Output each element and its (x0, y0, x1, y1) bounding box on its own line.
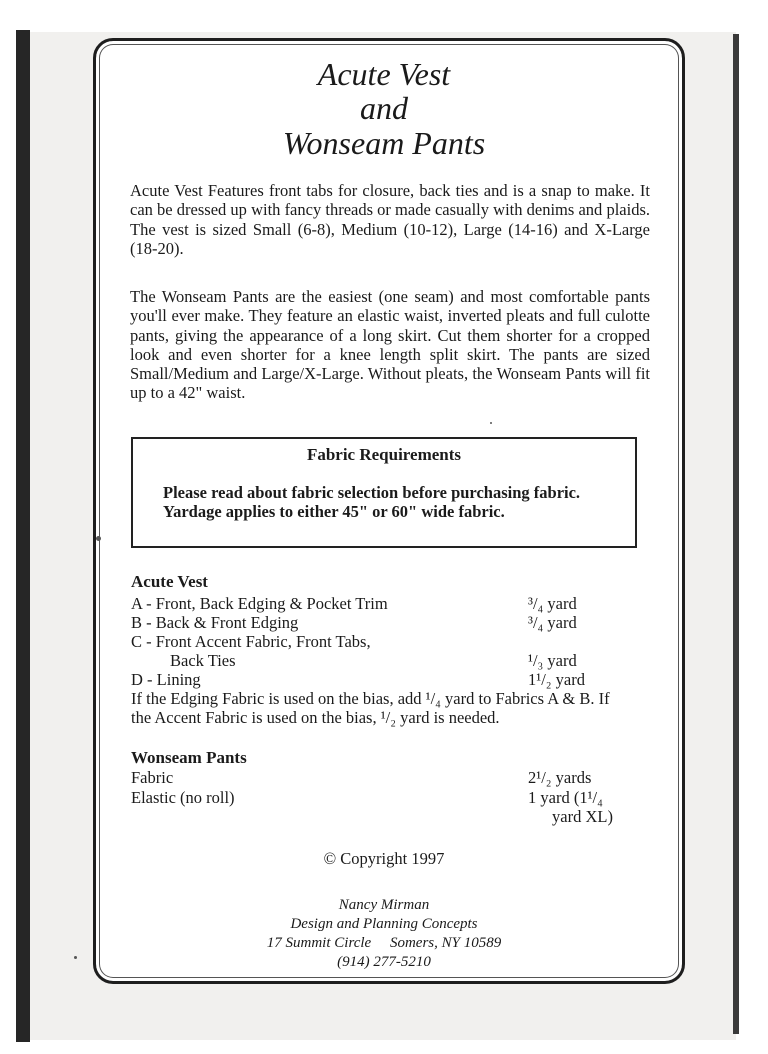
credit-phone: (914) 277-5210 (337, 954, 431, 970)
credit-address: 17 Summit Circle Somers, NY 10589 (266, 935, 502, 951)
vest-item-c-label: C - Front Accent Fabric, Front Tabs, (131, 632, 371, 651)
vest-item-b-qty: ³/₄ yard (528, 613, 577, 632)
pants-elastic-qty: 1 yard (1¹/₄ (528, 788, 603, 807)
fabric-requirements-note: Please read about fabric selection before purchasing fabric. Yardage applies to either 45" or 60" wide fabric. (163, 483, 581, 521)
credit-company: Design and Planning Concepts (290, 916, 478, 932)
vest-item-a-qty: ³/₄ yard (528, 594, 577, 613)
fabric-requirements-box (131, 437, 637, 548)
scan-speck (74, 956, 77, 959)
title-line-1: Acute Vest (317, 56, 451, 92)
vest-item-d-qty: 1¹/₂ yard (528, 670, 585, 689)
copyright: © Copyright 1997 (323, 849, 445, 868)
scan-edge-right (733, 34, 739, 1034)
vest-item-a-label: A - Front, Back Edging & Pocket Trim (131, 594, 388, 613)
scan-speck (96, 536, 101, 541)
vest-description: Acute Vest Features front tabs for closure, back ties and is a snap to make. It can be dressed up with fancy threads or made casually with denims and plaids. The vest is sized Small (6-8), Medium (10-12), Large (14-16) and X-Large (18-20). (130, 181, 650, 258)
title-line-3: Wonseam Pants (282, 125, 486, 161)
scan-edge-left (16, 30, 30, 1042)
vest-item-b-label: B - Back & Front Edging (131, 613, 299, 632)
wonseam-pants-heading: Wonseam Pants (131, 748, 247, 767)
pants-elastic-qty-cont: yard XL) (552, 807, 613, 826)
acute-vest-heading: Acute Vest (131, 572, 208, 591)
scan-speck (490, 422, 492, 424)
pants-elastic-label: Elastic (no roll) (131, 788, 235, 807)
pants-fabric-qty: 2¹/₂ yards (528, 768, 592, 787)
pants-fabric-label: Fabric (131, 768, 174, 787)
fabric-requirements-heading: Fabric Requirements (306, 445, 462, 464)
vest-item-d-label: D - Lining (131, 670, 201, 689)
bias-note: If the Edging Fabric is used on the bias, add ¹/₄ yard to Fabrics A & B. If the Accent Fabric is used on the bias, ¹/₂ yard is needed. (131, 689, 610, 727)
vest-item-c-qty: ¹/₃ yard (528, 651, 577, 670)
title-line-2: and (360, 90, 408, 126)
credit-name: Nancy Mirman (338, 897, 430, 913)
pants-description: The Wonseam Pants are the easiest (one seam) and most comfortable pants you'll ever make. They feature an elastic waist, inverted pleats and full culotte pants, giving the appearance of a long skirt. Cut them shorter for a cropped look and even shorter for a knee length split skirt. The pants are sized Small/Medium and Large/X-Large. Without pleats, the Wonseam Pants will fit up to a 42" waist. (130, 287, 650, 403)
vest-item-c-label-cont: Back Ties (170, 651, 236, 670)
